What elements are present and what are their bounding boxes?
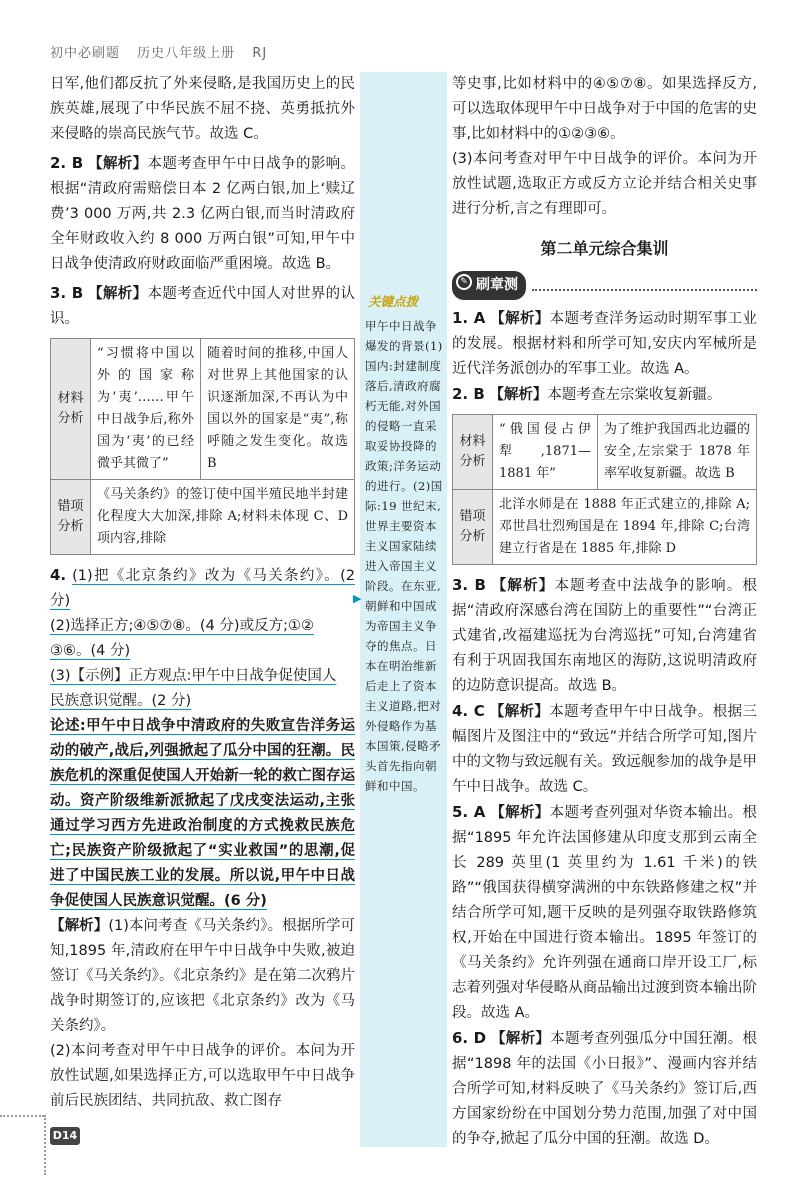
continued-text-2: (3)本问考查对甲午中日战争的评价。本问为开放性试题,选取正方或反方立论并结合相关史事进行分析,言之有理即可。	[452, 151, 757, 217]
pencil-icon: ✎	[456, 274, 472, 290]
question-number: 3. B	[452, 576, 486, 594]
corner-dotted-line-h	[0, 1115, 44, 1117]
question-text: 本题考查甲午中日战争的影响。根据“清政府需赔偿日本 2 亿两白银,加上‘赎辽费’3 000 万两,共 2.3 亿两白银,而当时清政府全年财政收入约 8 000 万两白银”可知,甲午中日战争使清政府财政面临严重困境。故选 B。	[50, 156, 356, 272]
left-column	[50, 72, 355, 1114]
question-number: 3. B	[50, 284, 84, 302]
table-label-wrong: 错项分析	[453, 490, 493, 565]
question-2	[50, 151, 355, 277]
table-cell-wrong: 《马关条约》的签订使中国半殖民地半封建化程度大大加深,排除 A;材料未体现 C、D 项内容,排除	[91, 480, 355, 555]
analysis-tag: 【解析】	[490, 311, 550, 327]
analysis-tag: 【解析】	[491, 1031, 551, 1047]
question-number: 2. B	[50, 154, 84, 172]
analysis-tag: 【解析】	[489, 387, 548, 403]
question-number: 4.	[50, 566, 67, 584]
question-r5	[452, 800, 757, 1026]
section-title: 第二单元综合集训	[540, 239, 669, 258]
analysis-part-2: (2)本问考查对甲午中日战争的评价。本问为开放性试题,如果选择正方,可以选取甲午中日战争前后民族团结、共同抗敌、救亡图存	[50, 1043, 355, 1109]
table-label-material: 材料分析	[453, 415, 493, 490]
answer-part-3b: 民族意识觉醒。(2 分)	[50, 693, 192, 709]
subject-title: 历史八年级上册	[137, 46, 236, 61]
analysis-part-1: (1)本问考查《马关条约》。根据所学可知,1895 年,清政府在甲午中日战争中失败,被迫签订《马关条约》。《北京条约》是在第二次鸦片战争时期签订的,应该把《北京条约》改为《马关条约》。	[50, 918, 355, 1034]
question-number: 6. D	[452, 1029, 487, 1047]
right-column	[452, 72, 757, 1152]
table-cell-quote: “俄国侵占伊犁,1871—1881 年”	[493, 415, 598, 490]
analysis-tag: 【解析】	[88, 286, 148, 302]
page-number: D14	[50, 1127, 80, 1145]
question-number: 2. B	[452, 385, 485, 403]
question-number: 4. C	[452, 702, 485, 720]
chapter-test-label: 刷章测	[476, 277, 518, 293]
question-text: 本题考查甲午中日战争。根据三幅图片及图注中的“致远”并结合所学可知,图片中的文物与致远舰有关。致远舰参加的战争是甲午中日战争。故选 C。	[452, 704, 758, 795]
analysis-table-r2	[452, 414, 757, 565]
edition-label: RJ	[252, 46, 268, 61]
page-header	[50, 42, 267, 61]
answer-argument: 论述:甲午中日战争中清政府的失败宣告洋务运动的破产,战后,列强掀起了瓜分中国的狂潮。民族危机的深重促使国人开始新一轮的救亡图存运动。资产阶级维新派掀起了戊戌变法运动,主张通过学习西方先进政治制度的方式挽救民族危亡;民族资产阶级掀起了“实业救国”的思潮,促进了中国民族工业的发展。所以说,甲午中日战争促使国人民族意识觉醒。(6 分)	[50, 718, 355, 909]
analysis-tag: 【解析】	[491, 578, 555, 594]
table-cell-analysis: 随着时间的推移,中国人对世界上其他国家的认识逐渐加深,不再认为中国以外的国家是“夷”,称呼随之发生变化。故选 B	[201, 339, 355, 480]
question-3	[50, 281, 355, 332]
dotted-divider	[532, 281, 757, 291]
analysis-tag: 【解析】	[489, 704, 550, 720]
question-text: 本题考查左宗棠收复新疆。	[547, 387, 722, 403]
continued-text: 等史事,比如材料中的④⑤⑦⑧。如果选择反方,可以选取体现甲午中日战争对于中国的危害的史事,比如材料中的①②③⑥。	[452, 76, 757, 142]
table-label-material: 材料分析	[51, 339, 91, 480]
question-text: 本题考查中法战争的影响。根据“清政府深感台湾在国防上的重要性”“台湾正式建省,改福建巡抚为台湾巡抚”可知,台湾建省有利于巩固我国东南地区的海防,这说明清政府的边防意识提高。故选 B。	[452, 578, 757, 694]
table-label-wrong: 错项分析	[51, 480, 91, 555]
question-r4	[452, 699, 757, 800]
question-r1	[452, 306, 757, 382]
question-text: 本题考查列强瓜分中国狂潮。根据“1898 年的法国《小日报》”、漫画内容并结合所学可知,材料反映了《马关条约》签订后,西方国家纷纷在中国划分势力范围,加强了对中国的争夺,掀起了瓜分中国的狂潮。故选 D。	[452, 1031, 758, 1147]
answer-part-1: (1)把《北京条约》改为《马关条约》。(2 分)	[50, 568, 356, 609]
question-text: 本题考查洋务运动时期军事工业的发展。根据材料和所学可知,安庆内军械所是近代洋务派创办的军事工业。故选 A。	[452, 311, 758, 377]
chapter-test-banner	[452, 271, 757, 300]
answer-part-3a: (3)【示例】正方观点:甲午中日战争促使国人	[50, 668, 337, 684]
table-cell-wrong: 北洋水师是在 1888 年正式建立的,排除 A;邓世昌壮烈殉国是在 1894 年,排除 C;台湾建立行省是在 1885 年,排除 D	[493, 490, 757, 565]
question-number: 5. A	[452, 803, 486, 821]
answer-part-2b: ③⑥。(4 分)	[50, 643, 131, 659]
sidebar-title: 关键点拨	[368, 294, 419, 309]
question-number: 1. A	[452, 309, 486, 327]
sidebar-text: 甲午中日战争爆发的背景(1)国内:封建制度落后,清政府腐朽无能,对外国的侵略一直采取妥协投降的政策;洋务运动的进行。(2)国际:19 世纪末,世界主要资本主义国家陆续进入帝国主义阶段。在东亚,朝鲜和中国成为帝国主义争夺的焦点。日本在明治维新后走上了资本主义道路,把对外侵略作为基本国策,侵略矛头首先指向朝鲜和中国。	[365, 319, 443, 793]
chapter-test-badge	[452, 271, 526, 300]
table-cell-quote: “习惯将中国以外的国家称为‘夷’……甲午中日战争后,称外国为‘夷’的已经微乎其微了”	[91, 339, 201, 480]
analysis-tag: 【解析】	[50, 918, 109, 934]
question-4	[50, 563, 355, 1114]
intro-paragraph: 日军,他们都反抗了外来侵略,是我国历史上的民族英雄,展现了中华民族不屈不挠、英勇抵抗外来侵略的崇高民族气节。故选 C。	[50, 76, 355, 142]
corner-dotted-line-v	[44, 1115, 46, 1175]
table-cell-analysis: 为了维护我国西北边疆的安全,左宗棠于 1878 年率军收复新疆。故选 B	[598, 415, 757, 490]
sidebar-arrow-icon: ▶	[353, 592, 362, 605]
analysis-tag: 【解析】	[490, 805, 550, 821]
question-r2	[452, 382, 757, 408]
question-text: 本题考查列强对华资本输出。根据“1895 年允许法国修建从印度支那到云南全长 289 英里(1 英里约为 1.61 千米)的铁路”“俄国获得横穿满洲的中东铁路修建之权”并结合所学可知,题干反映的是列强夺取铁路修筑权,开始在中国进行资本输出。1895 年签订的《马关条约》允许列强在通商口岸开设工厂,标志着列强对华侵略从商品输出过渡到资本输出阶段。故选 A。	[452, 805, 758, 1021]
book-title: 初中必刷题	[50, 46, 121, 61]
analysis-tag: 【解析】	[88, 156, 148, 172]
answer-part-2a: (2)选择正方;④⑤⑦⑧。(4 分)或反方;①②	[50, 618, 314, 634]
analysis-table	[50, 338, 355, 555]
question-r6	[452, 1026, 757, 1152]
question-text: 本题考查近代中国人对世界的认识。	[50, 286, 356, 327]
question-r3	[452, 573, 757, 699]
